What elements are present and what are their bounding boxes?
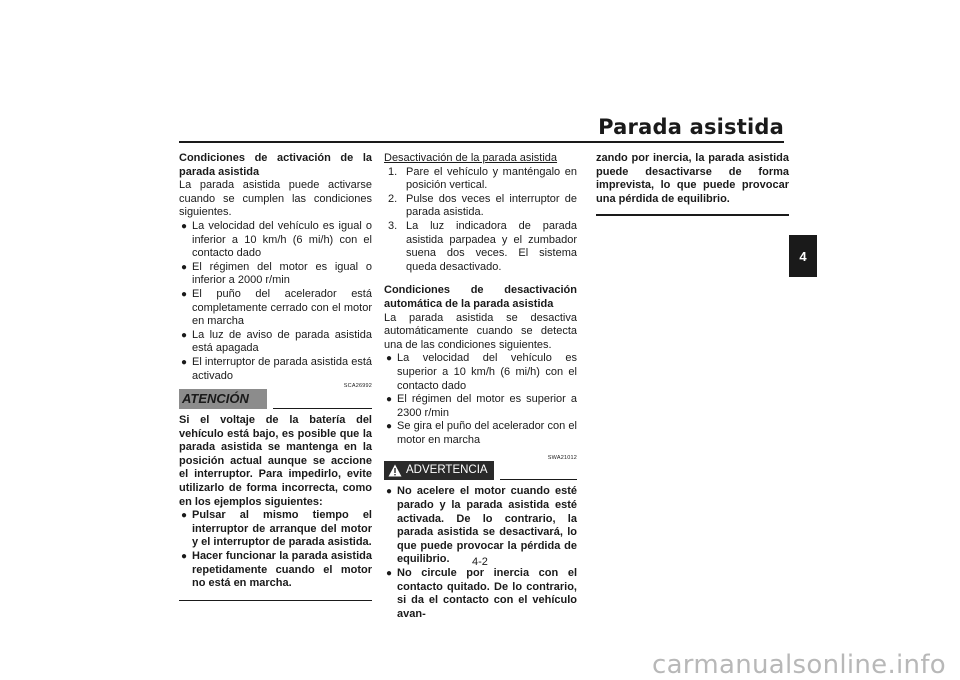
activation-conditions-list: [179, 220, 372, 383]
atencion-label: ATENCIÓN: [179, 389, 267, 409]
warning-end-rule: [596, 214, 789, 216]
bullet-icon: ●: [181, 288, 188, 300]
auto-deactivation-heading: Condiciones de desactivación automática de la parada asistida: [384, 284, 577, 310]
notice-code: SCA26992: [343, 383, 372, 390]
atencion-notice-header: [179, 383, 372, 409]
list-item: ● No acelere el motor cuando esté parado y la parada asistida esté activada. De lo contrario, la parada asistida se desactivará, lo que puede provocar la pérdida de equilibrio.: [386, 485, 577, 566]
list-item: ● El interruptor de parada asistida está activado: [181, 355, 372, 382]
bullet-icon: ●: [181, 356, 188, 368]
list-item: ● Pulsar al mismo tiempo el interruptor de arranque del motor y el interruptor de parada asistida.: [181, 509, 372, 549]
step-item: 2. Pulse dos veces el interruptor de parada asistida.: [388, 192, 577, 219]
list-item: ● Se gira el puño del acelerador con el motor en marcha: [386, 420, 577, 446]
advertencia-notice-header: [384, 455, 577, 480]
list-item: ● El régimen del motor es igual o inferior a 2000 r/min: [181, 260, 372, 287]
column-3: [596, 152, 789, 216]
step-item: 3. La luz indicadora de parada asistida parpadea y el zumbador suena dos veces. El sistema queda desactivado.: [388, 219, 577, 273]
notice-end-rule: [179, 600, 372, 602]
activation-heading: Condiciones de activación de la parada asistida: [179, 152, 372, 178]
bullet-icon: ●: [181, 551, 188, 563]
bullet-icon: ●: [386, 568, 393, 580]
bullet-icon: ●: [181, 510, 188, 522]
list-item: ● La velocidad del vehículo es superior a 10 km/h (6 mi/h) con el contacto dado: [386, 352, 577, 392]
warning-rule: [500, 479, 577, 481]
column-1: [179, 152, 372, 601]
list-item: ● El régimen del motor es superior a 2300 r/min: [386, 393, 577, 419]
bullet-icon: ●: [181, 261, 188, 273]
page-number: 4-2: [472, 556, 488, 568]
list-item: ● El puño del acelerador está completamente cerrado con el motor en marcha: [181, 287, 372, 328]
advertencia-label: ADVERTENCIA: [384, 461, 494, 480]
auto-deactivation-intro: La parada asistida se desactiva automáticamente cuando se detecta una de las condiciones siguientes.: [384, 311, 577, 351]
bullet-icon: ●: [386, 421, 393, 433]
list-item: ● La velocidad del vehículo es igual o inferior a 10 km/h (6 mi/h) con el contacto dado: [181, 219, 372, 260]
deactivation-heading: Desactivación de la parada asistida: [384, 152, 558, 164]
step-item: 1. Pare el vehículo y manténgalo en posición vertical.: [388, 165, 577, 192]
warning-code: SWA21012: [547, 455, 577, 462]
bullet-icon: ●: [386, 394, 393, 406]
warning-continuation: zando por inercia, la parada asistida puede desactivarse de forma imprevista, lo que puede provocar una pérdida de equilibrio.: [596, 152, 789, 205]
page-title: Parada asistida: [598, 115, 784, 139]
bullet-icon: ●: [386, 486, 393, 498]
warning-triangle-icon: [388, 464, 402, 477]
watermark: carmanualsonline.info: [651, 650, 946, 680]
list-item: ● No circule por inercia con el contacto quitado. De lo contrario, si da el contacto con el vehículo avan-: [386, 567, 577, 620]
column-2: [384, 152, 577, 621]
list-item: ● Hacer funcionar la parada asistida repetidamente cuando el motor no está en marcha.: [181, 550, 372, 590]
list-item: ● La luz de aviso de parada asistida está apagada: [181, 328, 372, 355]
chapter-tab: 4: [789, 235, 817, 277]
bullet-icon: ●: [386, 353, 393, 365]
notice-rule: [273, 408, 372, 410]
bullet-icon: ●: [181, 220, 188, 232]
activation-intro: La parada asistida puede activarse cuando se cumplen las condiciones siguientes.: [179, 179, 372, 219]
title-rule: [179, 141, 784, 143]
atencion-body: Si el voltaje de la batería del vehículo está bajo, es posible que la parada asistida se mantenga en la posición actual aunque se accione el interruptor. Para impedirlo, evite utilizarlo de forma incorrecta, como en los ejemplos siguientes:: [179, 414, 372, 508]
bullet-icon: ●: [181, 329, 188, 341]
